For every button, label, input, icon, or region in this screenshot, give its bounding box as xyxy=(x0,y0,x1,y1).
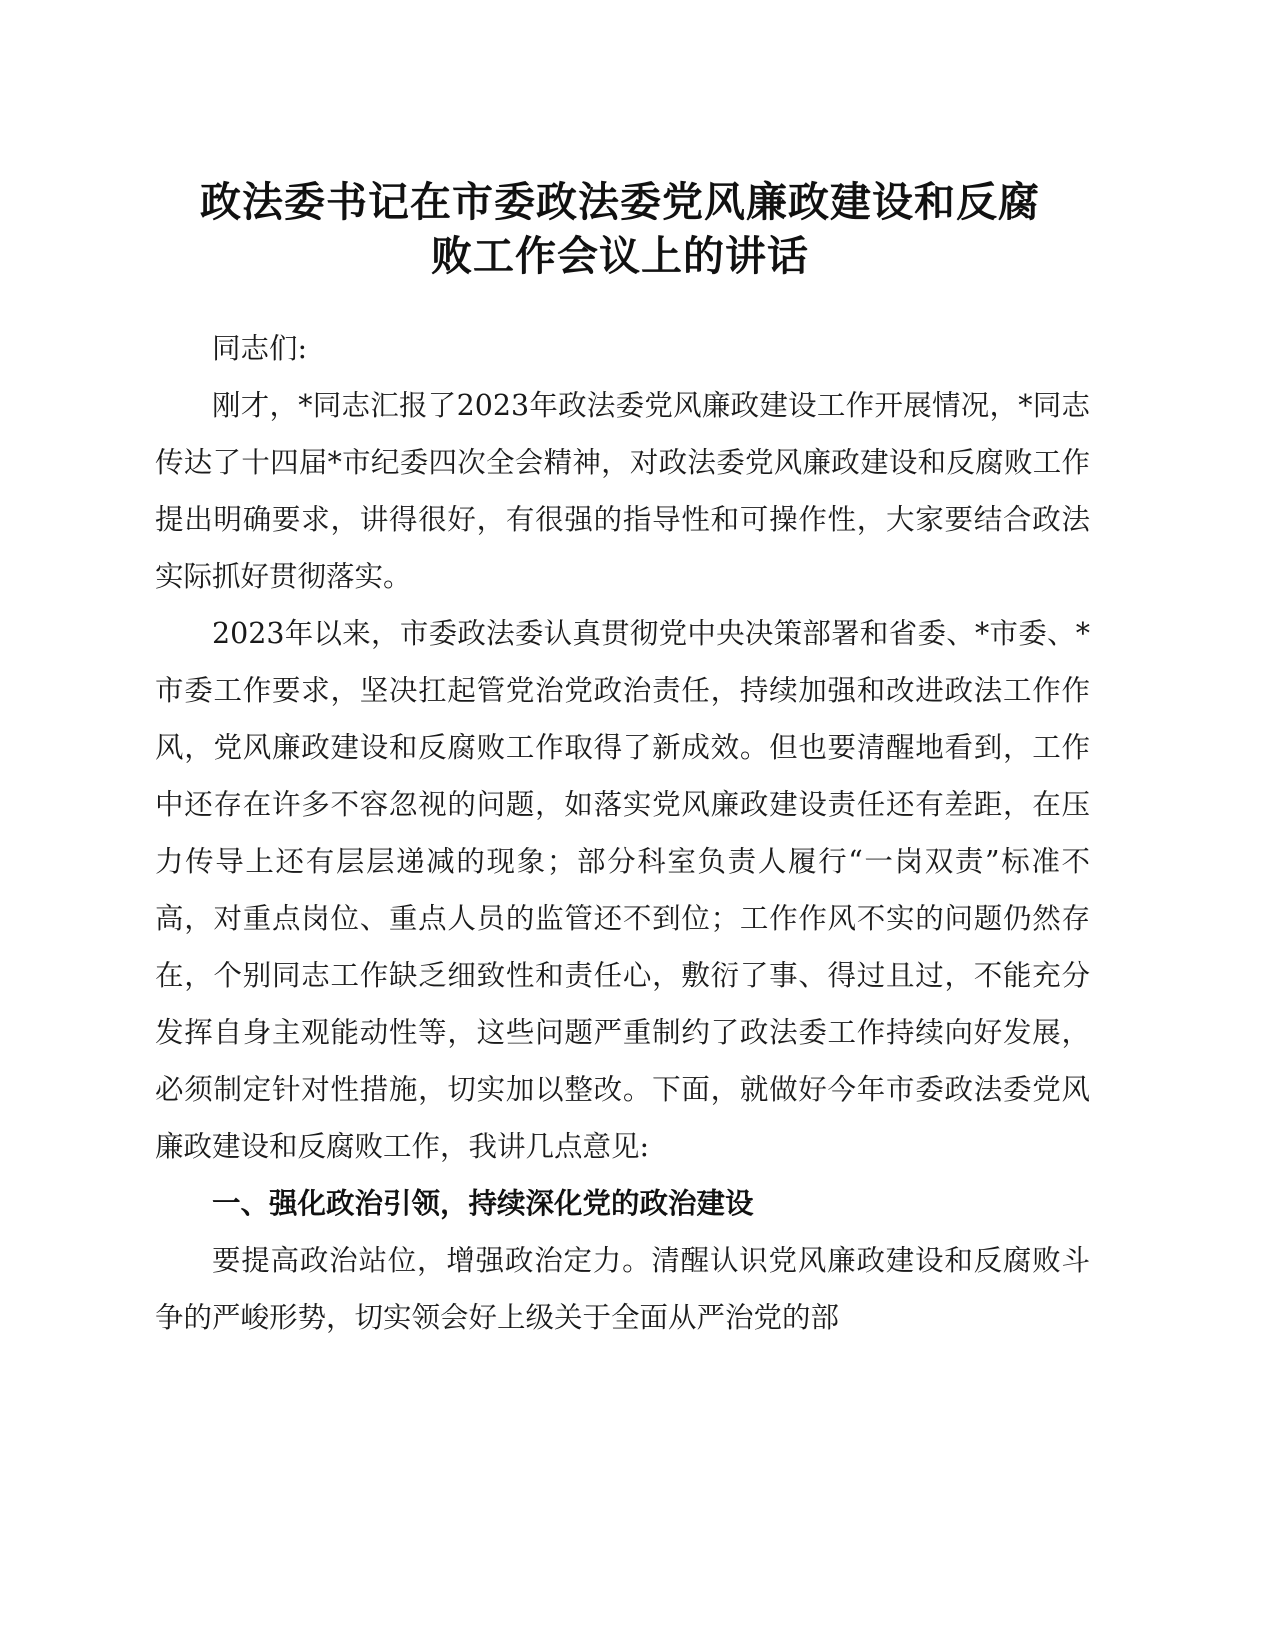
document-body xyxy=(155,320,1090,1346)
title-line-2: 败工作会议上的讲话 xyxy=(431,232,809,280)
title-line-1: 政法委书记在市委政法委党风廉政建设和反腐 xyxy=(200,178,1040,226)
document-title xyxy=(150,175,1090,283)
section-heading: 一、强化政治引领，持续深化党的政治建设 xyxy=(212,1187,754,1220)
section-paragraph: 要提高政治站位，增强政治定力。清醒认识党风廉政建设和反腐败斗争的严峻形势，切实领会好上级关于全面从严治党的部 xyxy=(155,1244,1090,1334)
paragraph-1: 刚才，*同志汇报了2023年政法委党风廉政建设工作开展情况，*同志传达了十四届*市纪委四次全会精神，对政法委党风廉政建设和反腐败工作提出明确要求，讲得很好，有很强的指导性和可操作性，大家要结合政法实际抓好贯彻落实。 xyxy=(155,389,1090,593)
salutation: 同志们: xyxy=(212,332,308,365)
paragraph-2: 2023年以来，市委政法委认真贯彻党中央决策部署和省委、*市委、*市委工作要求，坚决扛起管党治党政治责任，持续加强和改进政法工作作风，党风廉政建设和反腐败工作取得了新成效。但也要清醒地看到，工作中还存在许多不容忽视的问题，如落实党风廉政建设责任还有差距，在压力传导上还有层层递减的现象；部分科室负责人履行“一岗双责”标准不高，对重点岗位、重点人员的监管还不到位；工作作风不实的问题仍然存在，个别同志工作缺乏细致性和责任心，敷衍了事、得过且过，不能充分发挥自身主观能动性等，这些问题严重制约了政法委工作持续向好发展，必须制定针对性措施，切实加以整改。下面，就做好今年市委政法委党风廉政建设和反腐败工作，我讲几点意见: xyxy=(155,617,1090,1163)
